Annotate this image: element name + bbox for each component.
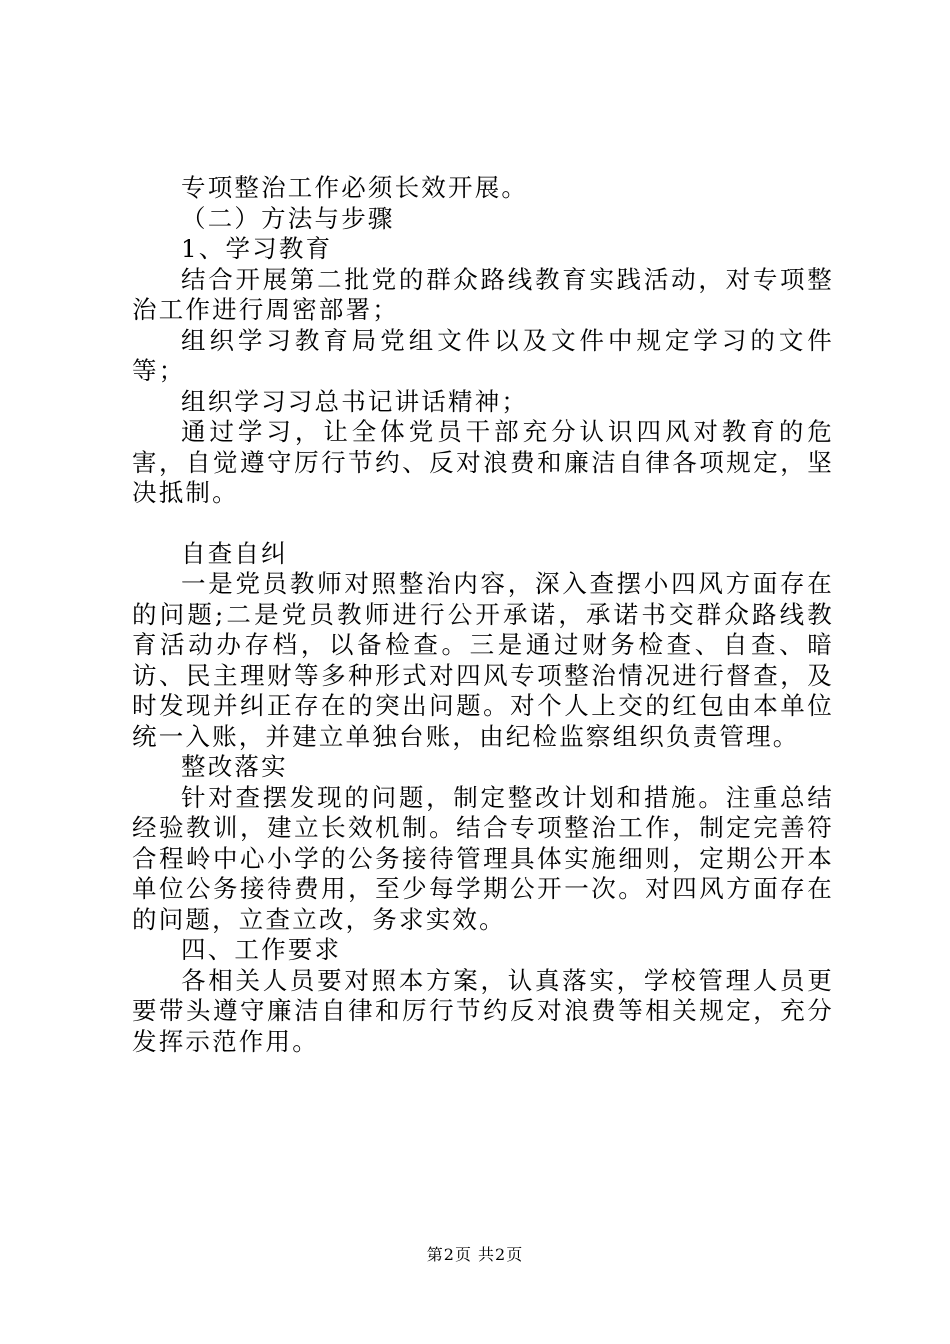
paragraph: 各相关人员要对照本方案，认真落实，学校管理人员更要带头遵守廉洁自律和厉行节约反对浪费等相关规定，充分发挥示范作用。 xyxy=(132,965,834,1056)
paragraph: 一是党员教师对照整治内容，深入查摆小四风方面存在的问题;二是党员教师进行公开承诺，承诺书交群众路线教育活动办存档，以备检查。三是通过财务检查、自查、暗访、民主理财等多种形式对四风专项整治情况进行督查，及时发现并纠正存在的突出问题。对个人上交的红包由本单位统一入账，并建立单独台账，由纪检监察组织负责管理。 xyxy=(132,569,834,751)
paragraph: 针对查摆发现的问题，制定整改计划和措施。注重总结经验教训，建立长效机制。结合专项整治工作，制定完善符合程岭中心小学的公务接待管理具体实施细则，定期公开本单位公务接待费用，至少每学期公开一次。对四风方面存在的问题，立查立改，务求实效。 xyxy=(132,782,834,934)
paragraph: 结合开展第二批党的群众路线教育实践活动，对专项整治工作进行周密部署； xyxy=(132,264,834,324)
document-body xyxy=(132,173,834,1057)
paragraph: 组织学习教育局党组文件以及文件中规定学习的文件等； xyxy=(132,325,834,385)
section-heading: （二）方法与步骤 xyxy=(181,203,395,233)
subsection-heading: 1、学习教育 xyxy=(181,234,333,263)
paragraph: 组织学习习总书记讲话精神； xyxy=(181,386,529,416)
page-number-footer: 第2页 共2页 xyxy=(426,1245,524,1264)
paragraph: 专项整治工作必须长效开展。 xyxy=(181,173,529,202)
section-heading: 四、工作要求 xyxy=(181,935,342,964)
paragraph: 通过学习，让全体党员干部充分认识四风对教育的危害，自觉遵守厉行节约、反对浪费和廉洁自律各项规定，坚决抵制。 xyxy=(132,417,834,507)
paragraph-spacer xyxy=(132,509,834,539)
subsection-heading: 整改落实 xyxy=(181,752,288,781)
subsection-heading: 自查自纠 xyxy=(181,538,288,568)
